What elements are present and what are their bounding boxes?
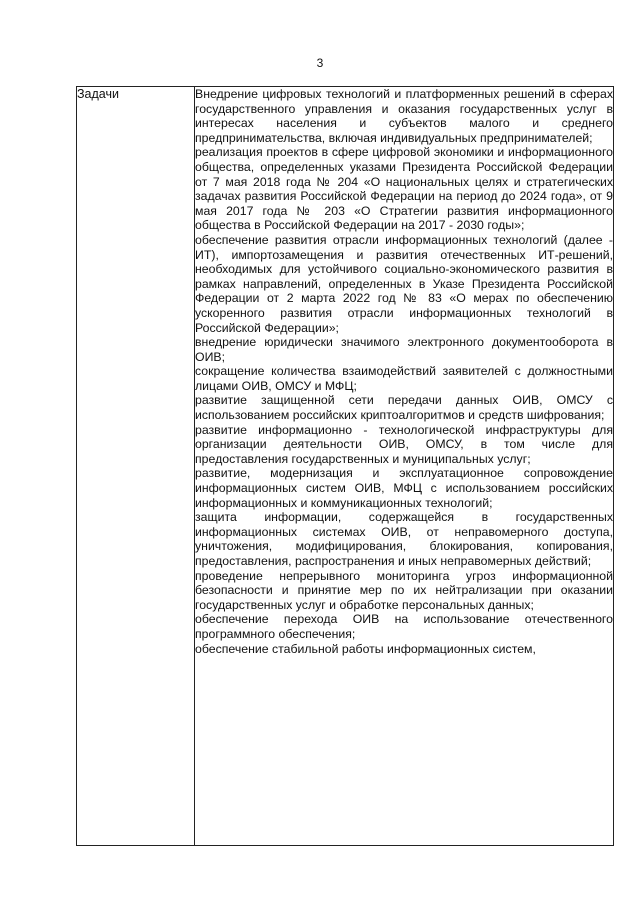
row-label-cell (77, 87, 195, 846)
task-item: внедрение юридически значимого электронного документооборота в ОИВ; (195, 335, 613, 364)
task-item: обеспечение развития отрасли информационных технологий (далее - ИТ), импортозамещения и развития отечественных ИТ-решений, необходимых для устойчивого социально-экономического развития в рамках направлений, определенных в Указе Президента Российской Федерации от 2 марта 2022 год № 83 «О мерах по обеспечению ускоренного развития отрасли информационных технологий в Российской Федерации»; (195, 232, 613, 335)
task-item: развитие, модернизация и эксплуатационное сопровождение информационных систем ОИВ, МФЦ с использованием российских информационных и коммуникационных технологий; (195, 466, 613, 510)
task-item: реализация проектов в сфере цифровой экономики и информационного общества, определенных указами Президента Российской Федерации от 7 мая 2018 года № 204 «О национальных целях и стратегических задачах развития Российской Федерации на период до 2024 года», от 9 мая 2017 года № 203 «О Стратегии развития информационного общества в Российской Федерации на 2017 - 2030 годы»; (195, 145, 613, 233)
task-item: обеспечение стабильной работы информационных систем, (195, 641, 536, 656)
task-item: Внедрение цифровых технологий и платформенных решений в сферах государственного управления и оказания государственных услуг в интересах населения и субъектов малого и среднего предпринимательства, включая индивидуальных предпринимателей; (195, 87, 613, 145)
task-item: сокращение количества взаимодействий заявителей с должностными лицами ОИВ, ОМСУ и МФЦ; (195, 364, 613, 393)
task-item: проведение непрерывного мониторинга угроз информационной безопасности и принятие мер по их нейтрализации при оказании государственных услуг и обработке персональных данных; (195, 568, 613, 612)
tasks-cell (195, 87, 614, 846)
task-item: развитие информационно - технологической инфраструктуры для организации деятельности ОИВ, ОМСУ, в том числе для предоставления государственных и муниципальных услуг; (195, 422, 613, 466)
table-row-tasks (77, 87, 614, 846)
page-number: 3 (316, 56, 324, 70)
program-table (76, 86, 614, 846)
row-label: Задачи (77, 87, 119, 101)
task-item: защита информации, содержащейся в государственных информационных системах ОИВ, от неправомерного доступа, уничтожения, модифицирования, блокирования, копирования, предоставления, распространения и иных неправомерных действий; (195, 510, 613, 568)
task-item: развитие защищенной сети передачи данных ОИВ, ОМСУ с использованием российских криптоалгоритмов и средств шифрования; (195, 393, 613, 423)
task-item: обеспечение перехода ОИВ на использование отечественного программного обеспечения; (195, 612, 613, 641)
